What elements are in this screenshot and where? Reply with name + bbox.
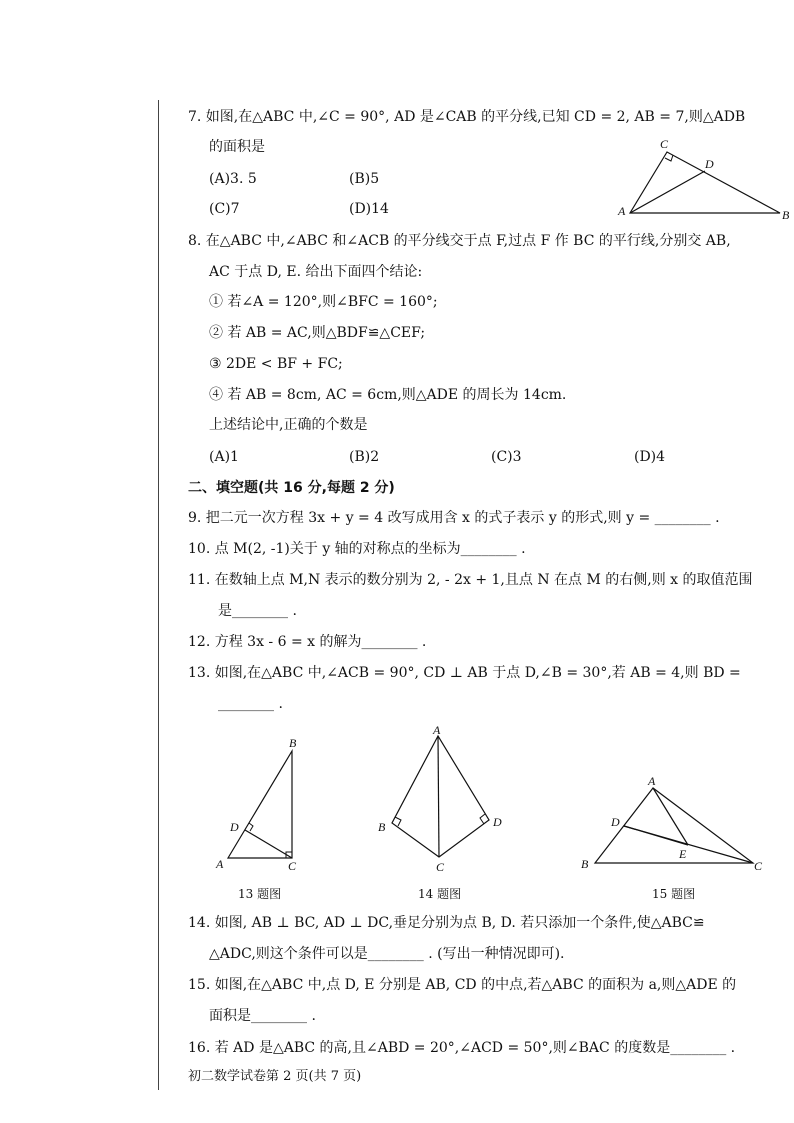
- q7-label-d: D: [705, 157, 714, 171]
- fig14-diagonal-ac: [438, 736, 439, 857]
- fig13-label-c: C: [288, 859, 297, 873]
- figure-14: [370, 722, 520, 877]
- fig13-label-b: B: [289, 736, 297, 750]
- q13-text: 13. 如图,在△ABC 中,∠ACB = 90°, CD ⊥ AB 于点 D,∠B = 30°,若 AB = 4,则 BD =: [188, 665, 741, 681]
- q8-conclusion-1: ① 若∠A = 120°,则∠BFC = 160°;: [209, 294, 438, 310]
- q16-text: 16. 若 AD 是△ABC 的高,且∠ABD = 20°,∠ACD = 50°,则∠BAC 的度数是________ .: [188, 1040, 736, 1056]
- section-heading: 二、填空题(共 16 分,每题 2 分): [188, 480, 395, 496]
- fig15-label-e: E: [679, 847, 687, 861]
- q8-option-d: (D)4: [634, 449, 666, 465]
- q14-text-cont: △ADC,则这个条件可以是________ . (写出一种情况即可).: [209, 946, 565, 962]
- q7-stem-cont: 的面积是: [209, 139, 265, 155]
- figure-15-caption: 15 题图: [652, 887, 696, 901]
- q7-stem: 7. 如图,在△ABC 中,∠C = 90°, AD 是∠CAB 的平分线,已知 CD = 2, AB = 7,则△ADB: [188, 109, 746, 125]
- q7-option-b: (B)5: [349, 171, 380, 187]
- q14-text: 14. 如图, AB ⊥ BC, AD ⊥ DC,垂足分别为点 B, D. 若只添加一个条件,使△ABC≌: [188, 915, 705, 931]
- q8-option-b: (B)2: [349, 449, 380, 465]
- fig13-right-angle-d: [249, 823, 253, 831]
- figure-15: [575, 770, 775, 878]
- q7-right-angle-mark: [665, 155, 673, 161]
- q7-label-b: B: [782, 208, 790, 222]
- figure-13: [210, 730, 320, 875]
- q13-text-cont: ________ .: [218, 696, 283, 712]
- fig14-label-a: A: [433, 723, 441, 737]
- q7-bisector-ad: [630, 171, 705, 213]
- q8-question: 上述结论中,正确的个数是: [209, 417, 368, 433]
- q8-stem: 8. 在△ABC 中,∠ABC 和∠ACB 的平分线交于点 F,过点 F 作 BC 的平行线,分别交 AB,: [188, 233, 731, 249]
- q9-text: 9. 把二元一次方程 3x + y = 4 改写成用含 x 的式子表示 y 的形式,则 y = ________ .: [188, 510, 720, 526]
- fig14-label-b: B: [378, 820, 386, 834]
- fig14-label-d: D: [493, 815, 502, 829]
- q11-text: 11. 在数轴上点 M,N 表示的数分别为 2, - 2x + 1,且点 N 在点 M 的右侧,则 x 的取值范围: [188, 572, 753, 588]
- fig13-altitude-cd: [245, 830, 292, 858]
- q12-text: 12. 方程 3x - 6 = x 的解为________ .: [188, 634, 427, 650]
- figure-14-caption: 14 题图: [418, 887, 462, 901]
- fig13-label-a: A: [216, 857, 224, 871]
- fig15-label-b: B: [581, 857, 589, 871]
- q8-conclusion-4: ④ 若 AB = 8cm, AC = 6cm,则△ADE 的周长为 14cm.: [209, 387, 567, 403]
- fig14-right-angle-b: [395, 817, 401, 826]
- fig13-triangle: [228, 751, 292, 858]
- binding-margin-line: [158, 100, 159, 1090]
- q8-conclusion-3: ③ 2DE < BF + FC;: [209, 356, 343, 372]
- q7-label-a: A: [618, 204, 626, 218]
- fig14-right-angle-d: [480, 814, 485, 824]
- q7-option-c: (C)7: [209, 201, 240, 217]
- q7-label-c: C: [660, 137, 669, 151]
- fig13-label-d: D: [230, 820, 239, 834]
- q10-text: 10. 点 M(2, -1)关于 y 轴的对称点的坐标为________ .: [188, 541, 526, 557]
- q7-option-a: (A)3. 5: [209, 171, 257, 187]
- page-footer: 初二数学试卷第 2 页(共 7 页): [188, 1069, 362, 1084]
- q15-text-cont: 面积是________ .: [209, 1008, 316, 1024]
- fig15-label-a: A: [648, 774, 656, 788]
- fig15-label-c: C: [754, 859, 763, 873]
- q15-text: 15. 如图,在△ABC 中,点 D, E 分别是 AB, CD 的中点,若△ABC 的面积为 a,则△ADE 的: [188, 977, 737, 993]
- q8-option-c: (C)3: [491, 449, 522, 465]
- fig15-label-d: D: [611, 815, 620, 829]
- q8-stem-cont: AC 于点 D, E. 给出下面四个结论:: [209, 264, 423, 280]
- q7-option-d: (D)14: [349, 201, 389, 217]
- q8-option-a: (A)1: [209, 449, 239, 465]
- q8-conclusion-2: ② 若 AB = AC,则△BDF≌△CEF;: [209, 325, 426, 341]
- q7-figure: [610, 135, 790, 225]
- q11-text-cont: 是________ .: [218, 603, 297, 619]
- fig14-quadrilateral: [392, 736, 489, 857]
- fig14-label-c: C: [436, 860, 445, 874]
- figure-13-caption: 13 题图: [238, 887, 282, 901]
